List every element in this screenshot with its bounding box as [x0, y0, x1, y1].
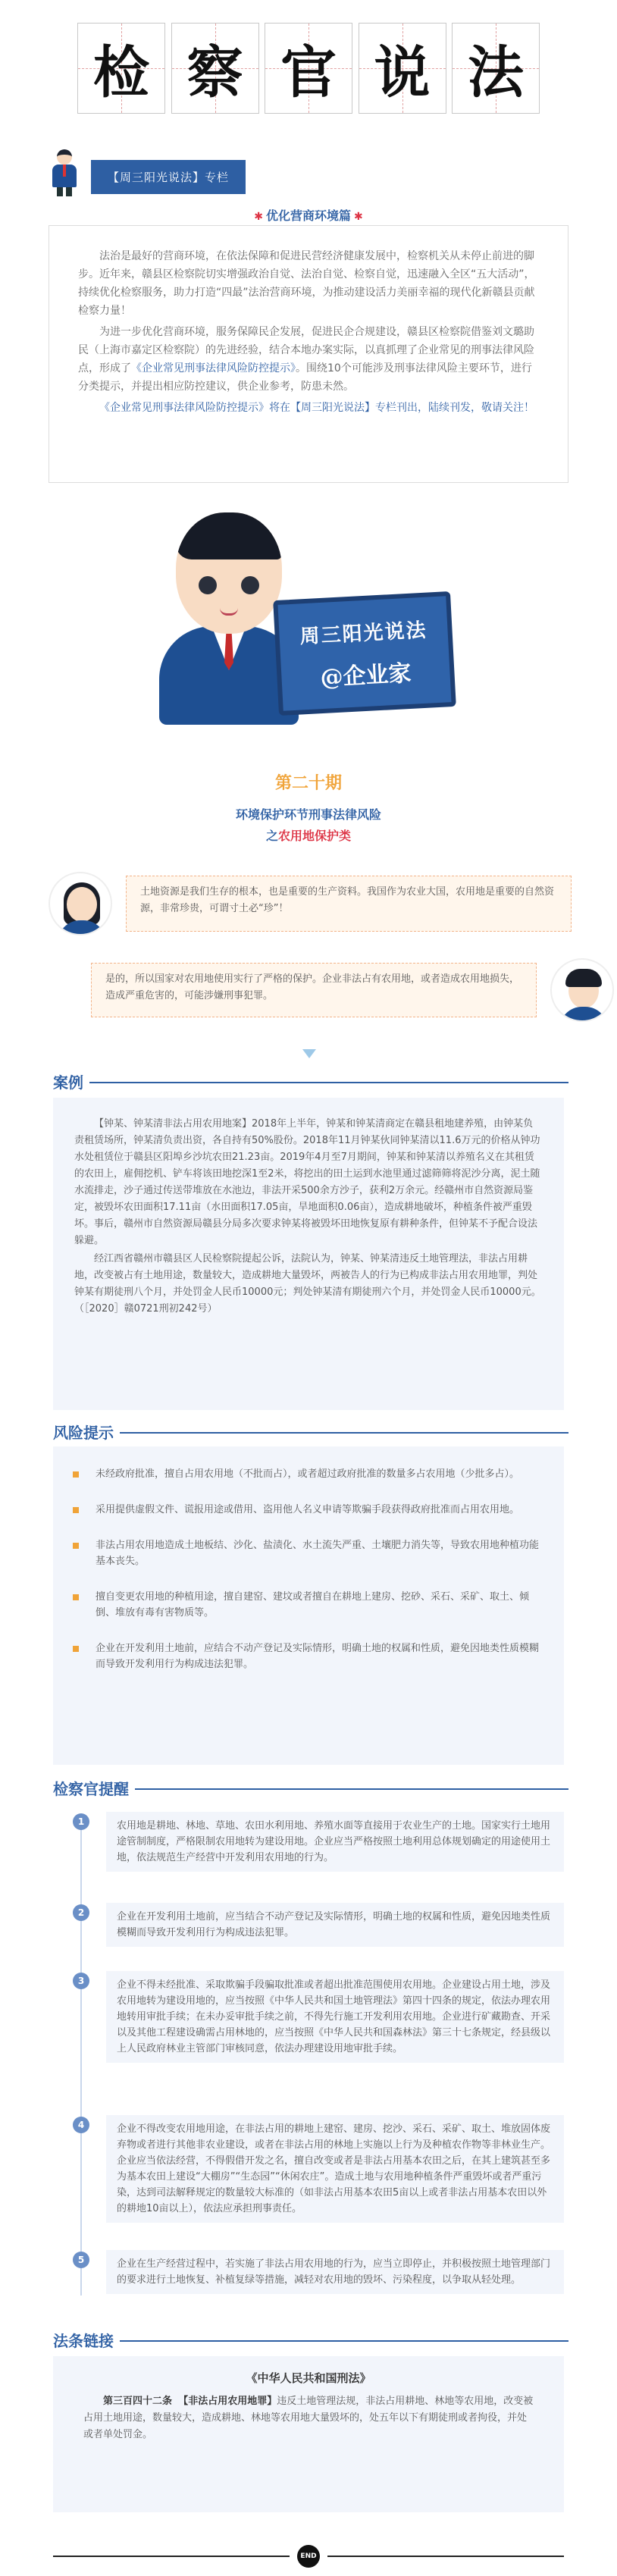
step-number: 5: [73, 2252, 89, 2268]
intro-box: [49, 225, 568, 483]
law-box: [53, 2356, 564, 2512]
intro-paragraph: [78, 399, 539, 417]
masthead-char: 检: [93, 40, 149, 105]
bullet-icon: [73, 1543, 79, 1549]
cartoon-sign-board: [273, 591, 456, 716]
law-act-title: 《中华人民共和国刑法》: [246, 2371, 371, 2385]
case-heading-text: 案例: [53, 1073, 83, 1092]
tip-text: 农用地是耕地、林地、草地、农田水利用地、养殖水面等直接用于农业生产的土地。国家实行土地用途管制制度，严格限制农用地转为建设用地。企业应当严格按照土地利用总体规划确定的用途使用土地，依法规范生产经营中开发利用农用地的行为。: [106, 1812, 564, 1872]
intro-highlight: 《企业常见刑事法律风险防控提示》: [99, 402, 269, 414]
end-divider: [53, 2546, 564, 2567]
masthead-char-box: [171, 23, 259, 114]
intro-text: 。围绕10个可能涉及刑事法律风险主要环节，进行分类提示，并提出相应防控建议，供企业参考，防患未然。: [78, 362, 532, 393]
issue-number: 第二十期: [274, 774, 342, 793]
law-paragraph: [83, 2393, 534, 2443]
intro-label: [0, 206, 617, 224]
board-line-1: 周三阳光说法: [299, 619, 428, 648]
issue-subtitle-topic: 农用地保护类: [278, 829, 352, 843]
star-icon: ✱: [254, 211, 263, 223]
issue-subtitle: [0, 826, 617, 844]
tip-text: 企业不得改变农用地用途，在非法占用的耕地上建窑、建房、挖沙、采石、采矿、取土、堆放固体废弃物或者进行其他非农业建设，或者在非法占用的林地上实施以上行为及种植农作物等非林业生产。企业应当依法经营，不得假借开发之名，擅自改变或者是非法占用基本农田之后，在其上建筑甚至多为基本农田上建设“大棚房”“生态园”“休闲农庄”。造成土地与农用地种植条件严重毁坏或者严重污染，达到司法解释规定的数量较大标准的（如非法占用基本农田5亩以上或者非法占用基本农田以外的耕地10亩以上），依法应承担刑事责任。: [106, 2115, 564, 2223]
case-heading: [53, 1069, 568, 1093]
step-number: 1: [73, 1813, 89, 1830]
intro-highlight: 《企业常见刑事法律风险防控提示》: [131, 362, 296, 374]
female-avatar: [49, 872, 112, 935]
case-box: [53, 1098, 564, 1410]
male-avatar: [550, 958, 614, 1022]
bullet-icon: [73, 1471, 79, 1478]
tip-text: 企业在开发利用土地前，应当结合不动产登记及实际情形，明确土地的权属和性质，避免因地类性质模糊而导致开发利用行为构成违法犯罪。: [106, 1903, 564, 1947]
step-number: 3: [73, 1973, 89, 1989]
column-tag: 【周三阳光说法】专栏: [91, 160, 246, 194]
speech-bubble: 土地资源是我们生存的根本，也是重要的生产资料。我国作为农业大国，农用地是重要的自然资源，非常珍贵，可谓寸土必“珍”！: [126, 876, 572, 932]
star-icon: ✱: [354, 211, 363, 223]
law-heading: [53, 2327, 568, 2352]
bullet-icon: [73, 1646, 79, 1652]
issue-title: 环境保护环节刑事法律风险: [235, 807, 381, 822]
intro-label-text: 优化营商环境篇: [265, 208, 351, 223]
risk-heading: [53, 1419, 568, 1443]
masthead-char: 官: [280, 40, 337, 105]
intro-paragraph: [78, 323, 539, 396]
dialogue-answer: [91, 958, 614, 1022]
speech-bubble: 是的，所以国家对农用地使用实行了严格的保护。企业非法占有农用地，或者造成农用地损失，造成严重危害的，可能涉嫌刑事犯罪。: [91, 963, 537, 1017]
risk-heading-text: 风险提示: [53, 1423, 114, 1442]
masthead-char-box: [452, 23, 540, 114]
tips-list: [53, 1803, 568, 2314]
masthead-char: 法: [468, 40, 524, 105]
column-intro: [49, 158, 246, 196]
step-number: 2: [73, 1904, 89, 1921]
risk-text: 企业在开发利用土地前，应结合不动产登记及实际情形，明确土地的权属和性质，避免因地类性质模糊而导致开发利用行为构成违法犯罪。: [96, 1643, 540, 1670]
prosecutor-cartoon: [146, 512, 494, 740]
intro-text: 为进一步优化营商环境，服务保障民企发展，促进民企合规建设，赣县区检察院借鉴刘文璐助民（上海市嘉定区检察院）的先进经验，结合本地办案实际，以真抓理了企业常见的刑事法律风险点，形成了: [78, 326, 534, 374]
masthead-char-box: [77, 23, 165, 114]
timeline-line: [80, 1818, 82, 2296]
intro-text: 将在【周三阳光说法】专栏刊出，陆续刊发，敬请关注！: [269, 402, 534, 414]
bullet-icon: [73, 1507, 79, 1513]
prosecutor-mini-figure-icon: [49, 149, 80, 196]
risk-text: 擅自变更农用地的种植用途，擅自建窑、建坟或者擅自在耕地上建房、挖砂、采石、采矿、取土、倾倒、堆放有毒有害物质等。: [96, 1591, 530, 1619]
case-paragraph: 【钟某、钟某清非法占用农用地案】2018年上半年，钟某和钟某清商定在赣县租地建养殖，由钟某负责租赁场所，钟某清负责出资，各自持有50%股份。2018年11月钟某伙同钟某清以11.6万元的价格从钟功水处租赁位于赣县区阳埠乡沙坑农田21.23亩。2019年4月至7月期间，钟某和钟某清以养殖名义在其租赁的农田上，雇佣挖机、铲车将该田地挖深1至2米，将挖出的田土运到水池里通过滤筛筛将泥沙分离，泥土随水流排走，沙子通过传送带堆放在水池边，非法开采500余方沙子，获利2万余元。经赣州市自然资源局鉴定，被毁坏农田面积17.11亩（水田面积17.05亩，旱地面积0.06亩），造成耕地破坏，种植条件被严重毁坏。事后，赣州市自然资源局赣县分局多次要求钟某将被毁坏田地恢复原有耕种条件，但钟某不予配合设法躲避。: [74, 1118, 540, 1246]
masthead-char-box: [359, 23, 446, 114]
list-item: [73, 1589, 544, 1621]
dialogue-question: [49, 872, 572, 935]
risk-box: [53, 1446, 564, 1765]
law-text: 违反土地管理法规，非法占用耕地、林地等农用地，改变被占用土地用途，数量较大，造成耕地、林地等农用地大量毁坏的，处五年以下有期徒刑或者拘役，并处或者单处罚金。: [83, 2396, 534, 2440]
board-line-2: @企业家: [319, 660, 412, 691]
tips-heading: [53, 1775, 568, 1800]
masthead-char: 说: [374, 40, 431, 105]
masthead-char-box: [265, 23, 352, 114]
law-article: 第三百四十二条: [103, 2396, 173, 2407]
risk-text: 采用提供虚假文件、谎报用途或借用、盗用他人名义申请等欺骗手段获得政府批准而占用农用地。: [96, 1504, 520, 1515]
list-item: [73, 1466, 544, 1482]
bullet-icon: [73, 1594, 79, 1600]
law-heading-text: 法条链接: [53, 2331, 114, 2350]
triangle-down-icon: [302, 1049, 316, 1058]
tip-text: 企业在生产经营过程中，若实施了非法占用农用地的行为，应当立即停止，并积极按照土地管理部门的要求进行土地恢复、补植复绿等措施，减轻对农用地的毁坏、污染程度，以争取从轻处理。: [106, 2250, 564, 2294]
risk-text: 未经政府批准，擅自占用农用地（不批而占），或者超过政府批准的数量多占农用地（少批多占）。: [96, 1468, 520, 1480]
issue-subtitle-prefix: 之: [265, 829, 278, 843]
law-crime: 【非法占用农用地罪】: [178, 2396, 277, 2407]
case-paragraph: 经江西省赣州市赣县区人民检察院提起公诉，法院认为，钟某、钟某清违反土地管理法，非法占用耕地，改变被占有土地用途，数量较大，造成耕地大量毁坏，两被告人的行为已构成非法占用农用地罪，判处钟某有期徒刑八个月，并处罚金人民币10000元；判处钟某清有期徒刑六个月，并处罚金人民币10000元。（［2020］赣0721刑初242号）: [74, 1253, 541, 1315]
list-item: [73, 1537, 544, 1569]
risk-text: 非法占用农用地造成土地板结、沙化、盐渍化、水土流失严重、土壤肥力消失等，导致农用地种植功能基本丧失。: [96, 1540, 540, 1567]
tips-heading-text: 检察官提醒: [53, 1779, 129, 1798]
tip-text: 企业不得未经批准、采取欺骗手段骗取批准或者超出批准范围使用农用地。企业建设占用土地，涉及农用地转为建设用地的，应当按照《中华人民共和国土地管理法》第四十四条的规定，依法办理农用地转用审批手续；在未办妥审批手续之前，不得先行施工开发利用农用地。企业进行矿藏勘查、开采以及其他工程建设确需占用林地的，应当按照《中华人民共和国森林法》第三十七条规定，经县级以上人民政府林业主管部门审核同意，依法办理建设用地审批手续。: [106, 1971, 564, 2063]
intro-paragraph: 法治是最好的营商环境，在依法保障和促进民营经济健康发展中，检察机关从未停止前进的脚步。近年来，赣县区检察院切实增强政治自觉、法治自觉、检察自觉，迅速融入全区“五大活动”，持续优化检察服务，助力打造“四最”法治营商环境，为推动建设活力美丽幸福的现代化新赣县贡献检察力量！: [78, 250, 535, 317]
end-badge: END: [297, 2545, 320, 2568]
masthead-char: 察: [186, 40, 243, 105]
masthead-title: [77, 23, 540, 114]
step-number: 4: [73, 2117, 89, 2133]
cartoon-head: [176, 512, 282, 634]
list-item: [73, 1641, 544, 1672]
list-item: [73, 1502, 544, 1518]
